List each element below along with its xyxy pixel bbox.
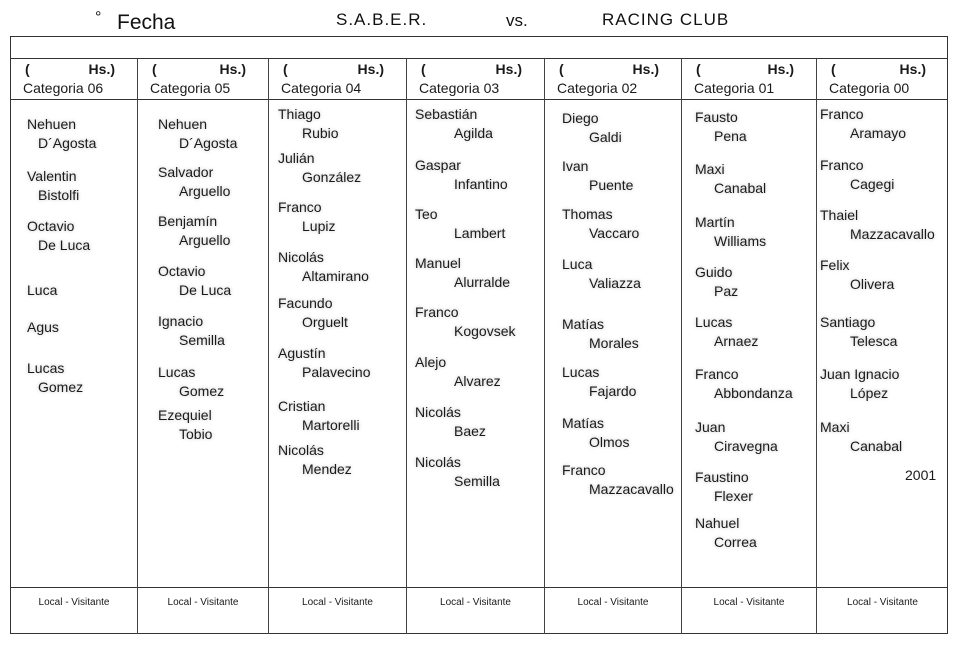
- player-entry: [682, 109, 816, 153]
- degree-mark: °: [95, 9, 102, 26]
- player-last-name: Alurralde: [454, 274, 511, 290]
- time-hours-label: Hs.): [767, 61, 794, 77]
- player-entry: [682, 469, 816, 513]
- player-last-name: Semilla: [454, 473, 500, 489]
- player-first-name: Agustín: [278, 345, 326, 361]
- player-first-name: Faustino: [695, 469, 749, 485]
- time-open-paren: (: [25, 61, 30, 77]
- local-visitante-label: Local - Visitante: [38, 597, 110, 608]
- player-last-name: Gomez: [179, 383, 225, 399]
- player-first-name: Lucas: [27, 360, 65, 376]
- player-last-name: D´Agosta: [179, 135, 238, 151]
- player-last-name: Canabal: [850, 438, 903, 454]
- player-entry: [545, 415, 681, 459]
- time-open-paren: (: [831, 61, 836, 77]
- player-first-name: Octavio: [27, 218, 75, 234]
- category-column: [682, 59, 817, 634]
- player-entry: [11, 168, 137, 212]
- player-entry: [682, 214, 816, 258]
- category-label: Categoria 02: [557, 80, 638, 96]
- player-last-name: Lambert: [454, 225, 506, 241]
- player-first-name: Felix: [820, 257, 850, 273]
- player-first-name: Franco: [278, 199, 322, 215]
- time-hours-label: Hs.): [219, 61, 246, 77]
- player-first-name: Matías: [562, 415, 605, 431]
- player-last-name: Fajardo: [589, 383, 637, 399]
- player-last-name: Olmos: [589, 434, 630, 450]
- column-header: [269, 59, 406, 100]
- player-first-name: Diego: [562, 110, 599, 126]
- category-label: Categoria 05: [150, 80, 231, 96]
- player-entry: [407, 454, 544, 498]
- home-team-name: S.A.B.E.R.: [336, 10, 428, 29]
- player-last-name: Orguelt: [302, 314, 348, 330]
- player-first-name: Maxi: [695, 161, 725, 177]
- versus-label: vs.: [506, 11, 528, 30]
- player-last-name: Paz: [714, 283, 739, 299]
- category-label: Categoria 06: [23, 80, 104, 96]
- time-open-paren: (: [283, 61, 288, 77]
- player-entry: [269, 249, 406, 293]
- player-first-name: Nicolás: [278, 442, 324, 458]
- player-list: [682, 101, 816, 581]
- player-first-name: Julián: [278, 150, 315, 166]
- player-entry: [269, 398, 406, 442]
- player-entry: [545, 364, 681, 408]
- column-header: [407, 59, 544, 100]
- player-first-name: Ivan: [562, 158, 589, 174]
- category-label: Categoria 01: [694, 80, 775, 96]
- player-last-name: Agilda: [454, 125, 493, 141]
- player-first-name: Luca: [562, 256, 593, 272]
- player-first-name: Nehuen: [27, 116, 77, 132]
- player-entry: [269, 295, 406, 339]
- player-entry: [138, 263, 268, 307]
- player-first-name: Nahuel: [695, 515, 740, 531]
- player-entry: [817, 207, 948, 251]
- sheet-header: [0, 0, 960, 36]
- player-first-name: Guido: [695, 264, 733, 280]
- player-list: [269, 101, 406, 581]
- player-first-name: Franco: [820, 157, 864, 173]
- player-entry: [269, 345, 406, 389]
- time-open-paren: (: [559, 61, 564, 77]
- player-entry: [407, 255, 544, 299]
- local-visitante-label: Local - Visitante: [847, 597, 918, 608]
- player-entry: [11, 218, 137, 262]
- player-first-name: Octavio: [158, 263, 206, 279]
- player-first-name: Nicolás: [415, 454, 461, 470]
- category-column: [817, 59, 948, 634]
- time-hours-label: Hs.): [899, 61, 926, 77]
- player-entry: [545, 316, 681, 360]
- player-last-name: Aramayo: [850, 125, 907, 141]
- player-last-name: Palavecino: [302, 364, 371, 380]
- local-visitante-label: Local - Visitante: [302, 597, 373, 608]
- player-first-name: Ignacio: [158, 313, 204, 329]
- player-first-name: Lucas: [562, 364, 600, 380]
- player-first-name: Lucas: [158, 364, 196, 380]
- player-first-name: Thomas: [562, 206, 613, 222]
- column-header: [138, 59, 268, 100]
- player-entry: [545, 462, 681, 506]
- player-entry: [407, 106, 544, 150]
- player-entry: [11, 319, 137, 363]
- player-entry: [138, 213, 268, 257]
- player-entry: [407, 404, 544, 448]
- category-label: Categoria 03: [419, 80, 500, 96]
- player-last-name: Kogovsek: [454, 323, 516, 339]
- player-entry: [817, 419, 948, 463]
- player-first-name: Benjamín: [158, 213, 218, 229]
- player-first-name: Franco: [415, 304, 459, 320]
- category-column: [545, 59, 682, 634]
- player-entry: [269, 150, 406, 194]
- local-visitante-label: Local - Visitante: [713, 597, 785, 608]
- time-hours-label: Hs.): [632, 61, 659, 77]
- player-list: [545, 101, 681, 581]
- player-first-name: Cristian: [278, 398, 326, 414]
- category-column: [11, 59, 138, 634]
- player-entry: [11, 116, 137, 160]
- player-entry: [545, 256, 681, 300]
- player-last-name: Vaccaro: [589, 225, 640, 241]
- player-last-name: Abbondanza: [714, 385, 793, 401]
- player-entry: [407, 304, 544, 348]
- player-entry: [269, 199, 406, 243]
- column-header: [682, 59, 816, 100]
- player-entry: [269, 442, 406, 486]
- player-entry: [817, 314, 948, 358]
- player-list: [407, 101, 544, 581]
- player-first-name: Manuel: [415, 255, 461, 271]
- column-footer: [682, 587, 816, 634]
- player-first-name: Nehuen: [158, 116, 208, 132]
- player-entry: [682, 515, 816, 559]
- player-entry: [269, 106, 406, 150]
- player-last-name: Alvarez: [454, 373, 501, 389]
- player-list: [138, 101, 268, 581]
- player-first-name: Nicolás: [415, 404, 461, 420]
- player-last-name: López: [850, 385, 889, 401]
- player-last-name: Rubio: [302, 125, 339, 141]
- player-last-name: Ciravegna: [714, 438, 778, 454]
- player-last-name: Mazzacavallo: [850, 226, 935, 242]
- player-last-name: Martorelli: [302, 417, 360, 433]
- player-last-name: De Luca: [179, 282, 232, 298]
- player-last-name: Altamirano: [302, 268, 369, 284]
- player-first-name: Salvador: [158, 164, 214, 180]
- player-first-name: Facundo: [278, 295, 333, 311]
- player-last-name: Semilla: [179, 332, 225, 348]
- player-last-name: Mendez: [302, 461, 352, 477]
- player-last-name: Olivera: [850, 276, 895, 292]
- player-first-name: Franco: [820, 106, 864, 122]
- player-last-name: Mazzacavallo: [589, 481, 674, 497]
- player-entry: [138, 407, 268, 451]
- player-entry: [138, 364, 268, 408]
- player-first-name: Thiago: [278, 106, 321, 122]
- player-first-name: Luca: [27, 282, 58, 298]
- player-last-name: Correa: [714, 534, 757, 550]
- player-entry: [817, 366, 948, 410]
- player-first-name: Franco: [695, 366, 739, 382]
- player-last-name: Infantino: [454, 176, 508, 192]
- player-last-name: Williams: [714, 233, 767, 249]
- player-entry: [138, 313, 268, 357]
- player-list: [817, 101, 948, 581]
- player-entry: [817, 257, 948, 301]
- player-last-name: Lupiz: [302, 218, 336, 234]
- player-last-name: Arnaez: [714, 333, 759, 349]
- time-hours-label: Hs.): [357, 61, 384, 77]
- time-open-paren: (: [696, 61, 701, 77]
- column-footer: [11, 587, 137, 634]
- player-last-name: Arguello: [179, 183, 231, 199]
- player-last-name: González: [302, 169, 362, 185]
- player-last-name: Canabal: [714, 180, 767, 196]
- player-first-name: Santiago: [820, 314, 876, 330]
- player-first-name: Teo: [415, 206, 438, 222]
- player-entry: [817, 106, 948, 150]
- category-column: [407, 59, 545, 634]
- player-first-name: Nicolás: [278, 249, 324, 265]
- player-first-name: Franco: [562, 462, 606, 478]
- player-first-name: Gaspar: [415, 157, 461, 173]
- player-first-name: Maxi: [820, 419, 850, 435]
- player-first-name: Martín: [695, 214, 735, 230]
- column-footer: [817, 587, 948, 634]
- away-team-name: RACING CLUB: [602, 10, 730, 29]
- player-last-name: Arguello: [179, 232, 231, 248]
- player-last-name: Tobio: [179, 426, 213, 442]
- player-first-name: Valentin: [27, 168, 77, 184]
- player-first-name: Sebastián: [415, 106, 478, 122]
- time-hours-label: Hs.): [88, 61, 115, 77]
- time-open-paren: (: [421, 61, 426, 77]
- player-last-name: Gomez: [38, 379, 84, 395]
- column-footer: [138, 587, 268, 634]
- column-header: [817, 59, 948, 100]
- local-visitante-label: Local - Visitante: [167, 597, 239, 608]
- player-first-name: Agus: [27, 319, 59, 335]
- player-last-name: De Luca: [38, 237, 91, 253]
- player-first-name: Fausto: [695, 109, 738, 125]
- player-last-name: Galdi: [589, 129, 622, 145]
- player-last-name: Puente: [589, 177, 634, 193]
- player-first-name: Juan Ignacio: [820, 366, 900, 382]
- player-first-name: Thaiel: [820, 207, 859, 223]
- lineup-table: [10, 36, 948, 634]
- player-last-name: Pena: [714, 128, 747, 144]
- player-last-name: Bistolfi: [38, 187, 80, 203]
- player-last-name: Valiazza: [589, 275, 641, 291]
- column-header: [545, 59, 681, 100]
- category-label: Categoria 00: [829, 80, 910, 96]
- player-entry: [545, 158, 681, 202]
- player-entry: [407, 206, 544, 250]
- player-list: [11, 101, 137, 581]
- blank-top-band: [11, 37, 947, 59]
- player-first-name: Alejo: [415, 354, 447, 370]
- category-label: Categoria 04: [281, 80, 362, 96]
- player-entry: [407, 354, 544, 398]
- column-footer: [407, 587, 544, 634]
- player-entry: [138, 164, 268, 208]
- player-first-name: Juan: [695, 419, 726, 435]
- column-footer: [269, 587, 406, 634]
- fecha-label: Fecha: [117, 11, 176, 34]
- category-column: [269, 59, 407, 634]
- player-first-name: Lucas: [695, 314, 733, 330]
- player-last-name: Baez: [454, 423, 486, 439]
- player-entry: [682, 366, 816, 410]
- time-open-paren: (: [152, 61, 157, 77]
- player-first-name: Ezequiel: [158, 407, 212, 423]
- player-last-name: Flexer: [714, 488, 753, 504]
- year-note: 2001: [905, 467, 937, 483]
- player-entry: [545, 110, 681, 154]
- player-entry: [682, 264, 816, 308]
- player-entry: [11, 360, 137, 404]
- player-entry: [407, 157, 544, 201]
- player-last-name: D´Agosta: [38, 135, 97, 151]
- player-entry: [545, 206, 681, 250]
- player-entry: [682, 161, 816, 205]
- local-visitante-label: Local - Visitante: [440, 597, 511, 608]
- category-column: [138, 59, 269, 634]
- time-hours-label: Hs.): [495, 61, 522, 77]
- player-entry: [817, 157, 948, 201]
- player-last-name: Telesca: [850, 333, 898, 349]
- column-header: [11, 59, 137, 100]
- local-visitante-label: Local - Visitante: [577, 597, 649, 608]
- player-entry: [138, 116, 268, 160]
- player-entry: [682, 314, 816, 358]
- player-last-name: Cagegi: [850, 176, 895, 192]
- player-entry: [682, 419, 816, 463]
- column-footer: [545, 587, 681, 634]
- player-last-name: Morales: [589, 335, 639, 351]
- player-first-name: Matías: [562, 316, 605, 332]
